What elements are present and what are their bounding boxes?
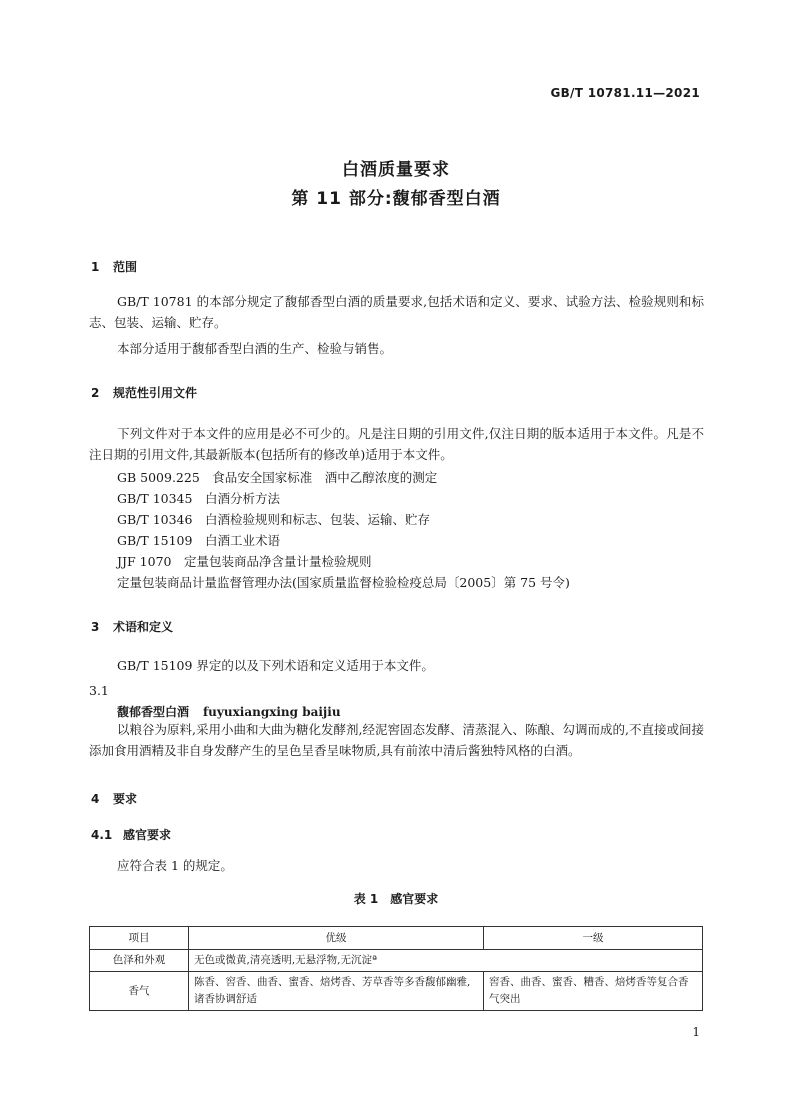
section-3-heading xyxy=(91,618,173,635)
table-cell: 无色或微黄,清亮透明,无悬浮物,无沉淀ª xyxy=(189,950,703,972)
term-name xyxy=(117,703,341,720)
table-cell: 香气 xyxy=(90,972,189,1011)
sensory-requirement-text xyxy=(89,856,704,877)
paragraph-text: 以粮谷为原料,采用小曲和大曲为糖化发酵剂,经泥窖固态发酵、清蒸混入、陈酿、勾调而成的,不直接或间接添加食用酒精及非自身发酵产生的呈色呈香呈味物质,具有前浓中清后酱独特风格的白酒。 xyxy=(89,722,704,758)
section-title: 规范性引用文件 xyxy=(113,386,198,400)
reference-item: GB 5009.225 食品安全国家标准 酒中乙醇浓度的测定 xyxy=(117,470,438,485)
table-header-cell: 一级 xyxy=(484,927,703,950)
section-number: 1 xyxy=(91,260,100,274)
section-4-heading xyxy=(91,790,137,807)
section-number: 2 xyxy=(91,386,100,400)
section-title: 范围 xyxy=(113,260,138,274)
table-header-row xyxy=(90,927,703,950)
reference-item: GB/T 10345 白酒分析方法 xyxy=(117,491,280,506)
paragraph-text: 应符合表 1 的规定。 xyxy=(117,858,233,873)
paragraph-text: 下列文件对于本文件的应用是必不可少的。凡是注日期的引用文件,仅注日期的版本适用于本文件。凡是不注日期的引用文件,其最新版本(包括所有的修改单)适用于本文件。 xyxy=(89,426,704,462)
section-number: 3 xyxy=(91,620,100,634)
term-chinese: 馥郁香型白酒 xyxy=(117,705,190,719)
document-subtitle: 第 11 部分:馥郁香型白酒 xyxy=(291,189,501,209)
term-definition xyxy=(89,720,704,761)
subsection-4-1-heading xyxy=(91,826,171,843)
section-2-heading xyxy=(91,384,197,401)
table-header-cell: 优级 xyxy=(189,927,484,950)
reference-item: GB/T 10346 白酒检验规则和标志、包装、运输、贮存 xyxy=(117,512,430,527)
reference-item: 定量包装商品计量监督管理办法(国家质量监督检验检疫总局〔2005〕第 75 号令) xyxy=(117,575,570,590)
reference-item: JJF 1070 定量包装商品净含量计量检验规则 xyxy=(117,554,372,569)
paragraph-text: GB/T 15109 界定的以及下列术语和定义适用于本文件。 xyxy=(117,658,434,673)
subsection-number: 4.1 xyxy=(91,828,113,842)
table-row xyxy=(90,972,703,1011)
terms-intro xyxy=(89,656,704,677)
sensory-table xyxy=(89,926,703,1011)
scope-paragraph-1 xyxy=(89,292,704,333)
document-title: 白酒质量要求 xyxy=(342,160,450,180)
term-number: 3.1 xyxy=(89,683,109,698)
section-number: 4 xyxy=(91,792,100,806)
table-cell: 色泽和外观 xyxy=(90,950,189,972)
page-number: 1 xyxy=(692,1025,700,1039)
term-english: fuyuxiangxing baijiu xyxy=(203,705,341,719)
paragraph-text: GB/T 10781 的本部分规定了馥郁香型白酒的质量要求,包括术语和定义、要求、试验方法、检验规则和标志、包装、运输、贮存。 xyxy=(89,294,704,330)
paragraph-text: 本部分适用于馥郁香型白酒的生产、检验与销售。 xyxy=(117,341,393,356)
table-row xyxy=(90,950,703,972)
section-title: 要求 xyxy=(113,792,138,806)
table-cell: 陈香、窖香、曲香、蜜香、焙烤香、芳草香等多香馥郁幽雅,诸香协调舒适 xyxy=(189,972,484,1011)
table-header-cell: 项目 xyxy=(90,927,189,950)
references-intro xyxy=(89,424,704,465)
table-caption: 表 1 感官要求 xyxy=(353,892,439,906)
table-cell: 窖香、曲香、蜜香、糟香、焙烤香等复合香气突出 xyxy=(484,972,703,1011)
section-1-heading xyxy=(91,258,137,275)
subsection-title: 感官要求 xyxy=(123,828,172,842)
scope-paragraph-2 xyxy=(89,339,704,360)
section-title: 术语和定义 xyxy=(113,620,174,634)
standard-code: GB/T 10781.11—2021 xyxy=(550,86,700,100)
reference-item: GB/T 15109 白酒工业术语 xyxy=(117,533,280,548)
